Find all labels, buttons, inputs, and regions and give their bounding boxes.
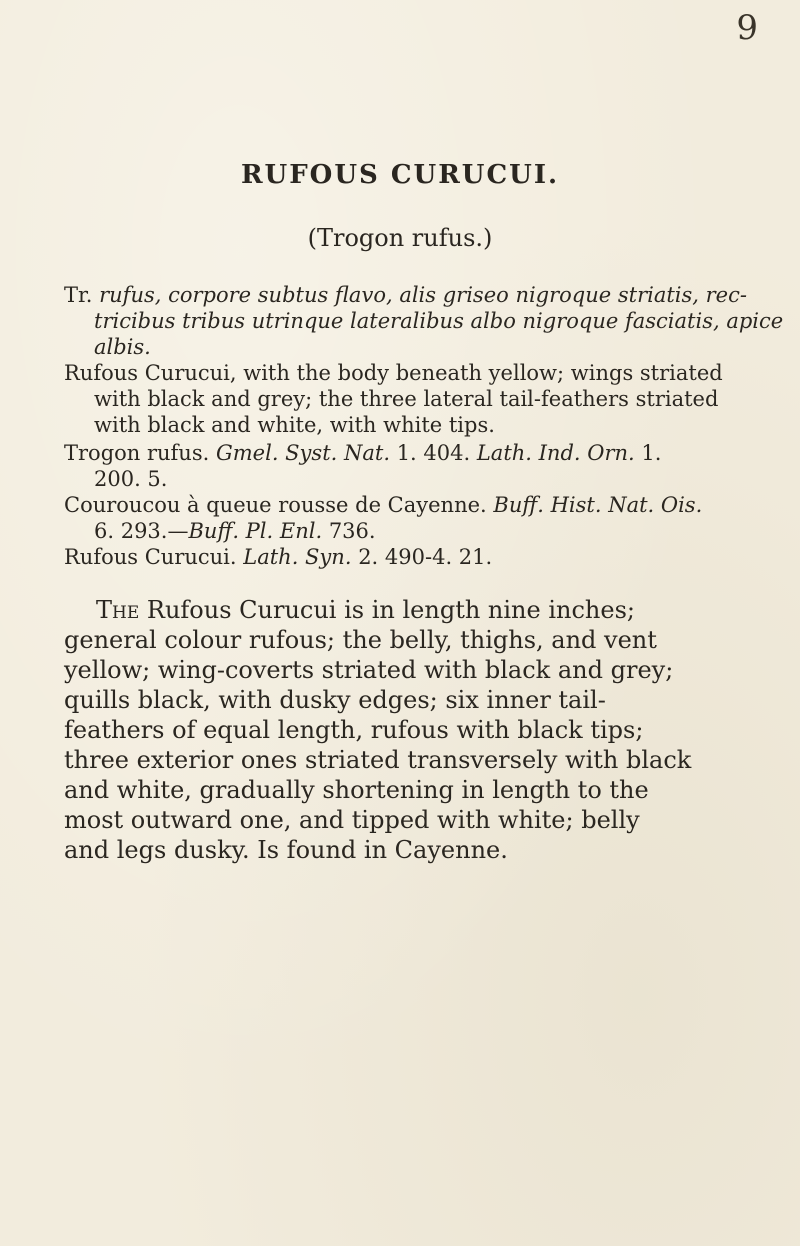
reference-detail: 1. [641, 441, 662, 465]
species-subtitle: (Trogon rufus.) [307, 224, 493, 252]
species-title: RUFOUS CURUCUI. [240, 160, 560, 190]
reference-detail: 1. 404. [396, 441, 471, 465]
page-number: 9 [736, 8, 758, 48]
reference-buffon [64, 492, 754, 518]
reference-detail: 6. 293.— [94, 519, 189, 543]
description-line-6: three exterior ones striated transversely with black [64, 746, 692, 774]
reference-detail: 736. [328, 519, 376, 543]
description-line-9: and legs dusky. Is found in Cayenne. [64, 836, 508, 864]
description-line-2: general colour rufous; the belly, thighs, and vent [64, 626, 657, 654]
latin-line-1: rufus, corpore subtus flavo, alis griseo nigroque striatis, rec- [99, 283, 747, 307]
latin-abbr: Tr. [64, 283, 93, 307]
reference-source: Gmel. Syst. Nat. [215, 441, 390, 465]
description-line-5: feathers of equal length, rufous with black tips; [64, 716, 644, 744]
reference-name: Couroucou à queue rousse de Cayenne. [64, 493, 487, 517]
description-first-word: The [96, 596, 140, 624]
latin-line-3: albis. [94, 335, 151, 359]
description-text: Rufous Curucui is in length nine inches; [146, 596, 635, 624]
reference-name: Rufous Curucui. [64, 545, 237, 569]
english-line-2: with black and grey; the three lateral tail-feathers striated [94, 387, 719, 411]
description-line-7: and white, gradually shortening in length to the [64, 776, 649, 804]
reference-gmelin [64, 440, 754, 466]
description-line-8: most outward one, and tipped with white; belly [64, 806, 640, 834]
description-line-1 [64, 595, 754, 625]
latin-diagnosis [64, 282, 784, 360]
reference-source: Lath. Ind. Orn. [476, 441, 635, 465]
reference-source: Buff. Pl. Enl. [188, 519, 323, 543]
english-diagnosis [64, 360, 754, 438]
english-line-1: Rufous Curucui, with the body beneath yellow; wings striated [64, 361, 723, 385]
reference-detail: 2. 490-4. 21. [358, 545, 493, 569]
species-description [64, 595, 754, 865]
synonymy [64, 440, 754, 570]
reference-gmelin-cont: 200. 5. [94, 467, 168, 491]
description-line-4: quills black, with dusky edges; six inner tail- [64, 686, 606, 714]
reference-source: Lath. Syn. [243, 545, 352, 569]
reference-latham [64, 544, 754, 570]
latin-line-2: tricibus tribus utrinque lateralibus albo nigroque fasciatis, apice [94, 309, 784, 333]
reference-source: Buff. Hist. Nat. Ois. [493, 493, 703, 517]
reference-buffon-cont [64, 518, 754, 544]
english-line-3: with black and white, with white tips. [94, 413, 495, 437]
description-line-3: yellow; wing-coverts striated with black and grey; [64, 656, 674, 684]
reference-name: Trogon rufus. [64, 441, 210, 465]
